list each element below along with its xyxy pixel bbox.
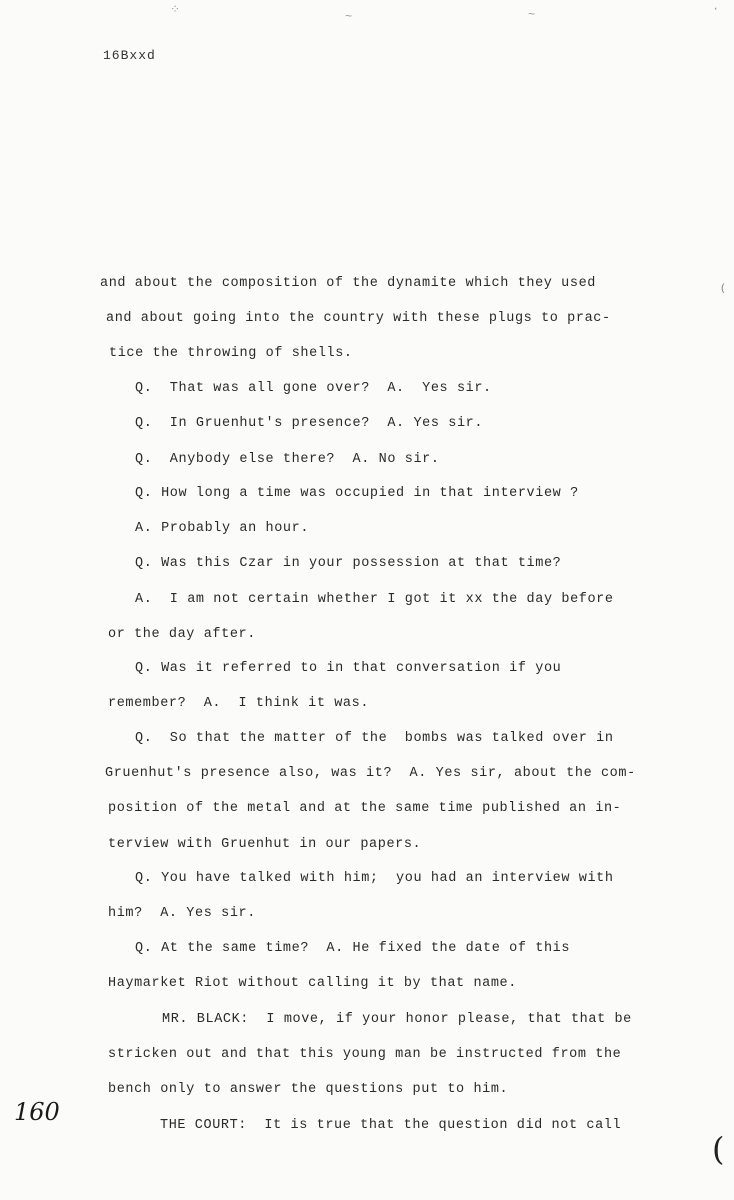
text-line: stricken out and that this young man be instructed from the bbox=[108, 1047, 622, 1062]
text-line: Q. Was this Czar in your possession at that time? bbox=[135, 556, 562, 571]
text-line: A. I am not certain whether I got it xx the day before bbox=[135, 592, 614, 607]
text-line: Q. How long a time was occupied in that interview ? bbox=[135, 486, 579, 501]
text-line: Q. Was it referred to in that conversation if you bbox=[135, 661, 562, 676]
text-line: Gruenhut's presence also, was it? A. Yes sir, about the com- bbox=[105, 766, 636, 781]
text-line: Q. At the same time? A. He fixed the date of this bbox=[135, 941, 571, 956]
text-line: or the day after. bbox=[108, 627, 256, 642]
scan-smudge: ~ bbox=[528, 8, 536, 22]
scan-smudge: · bbox=[712, 2, 720, 16]
scan-smudge: ( bbox=[720, 284, 727, 295]
text-line: remember? A. I think it was. bbox=[108, 696, 370, 711]
handwritten-margin-mark: ( bbox=[712, 1130, 725, 1168]
text-line: Haymarket Riot without calling it by that name. bbox=[108, 976, 517, 991]
text-line: A. Probably an hour. bbox=[135, 521, 310, 536]
text-line: terview with Gruenhut in our papers. bbox=[108, 837, 422, 852]
text-line: THE COURT: It is true that the question did not call bbox=[160, 1118, 622, 1133]
scan-smudge: ⁘ bbox=[170, 3, 181, 17]
text-line: and about the composition of the dynamite which they used bbox=[100, 276, 596, 291]
text-line: him? A. Yes sir. bbox=[108, 906, 256, 921]
text-line: Q. That was all gone over? A. Yes sir. bbox=[135, 381, 492, 396]
handwritten-margin-number: 160 bbox=[14, 1098, 60, 1126]
text-line: Q. In Gruenhut's presence? A. Yes sir. bbox=[135, 416, 484, 431]
page-identifier: 16Bxxd bbox=[103, 48, 156, 63]
text-line: Q. So that the matter of the bombs was talked over in bbox=[135, 731, 614, 746]
text-line: Q. Anybody else there? A. No sir. bbox=[135, 452, 440, 467]
scan-smudge: ~ bbox=[345, 10, 353, 24]
text-line: bench only to answer the questions put to him. bbox=[108, 1082, 509, 1097]
text-line: and about going into the country with these plugs to prac- bbox=[106, 311, 611, 326]
text-line: tice the throwing of shells. bbox=[109, 346, 353, 361]
text-line: Q. You have talked with him; you had an interview with bbox=[135, 871, 614, 886]
text-line: MR. BLACK: I move, if your honor please, that that be bbox=[162, 1012, 632, 1027]
text-line: position of the metal and at the same time published an in- bbox=[108, 801, 622, 816]
